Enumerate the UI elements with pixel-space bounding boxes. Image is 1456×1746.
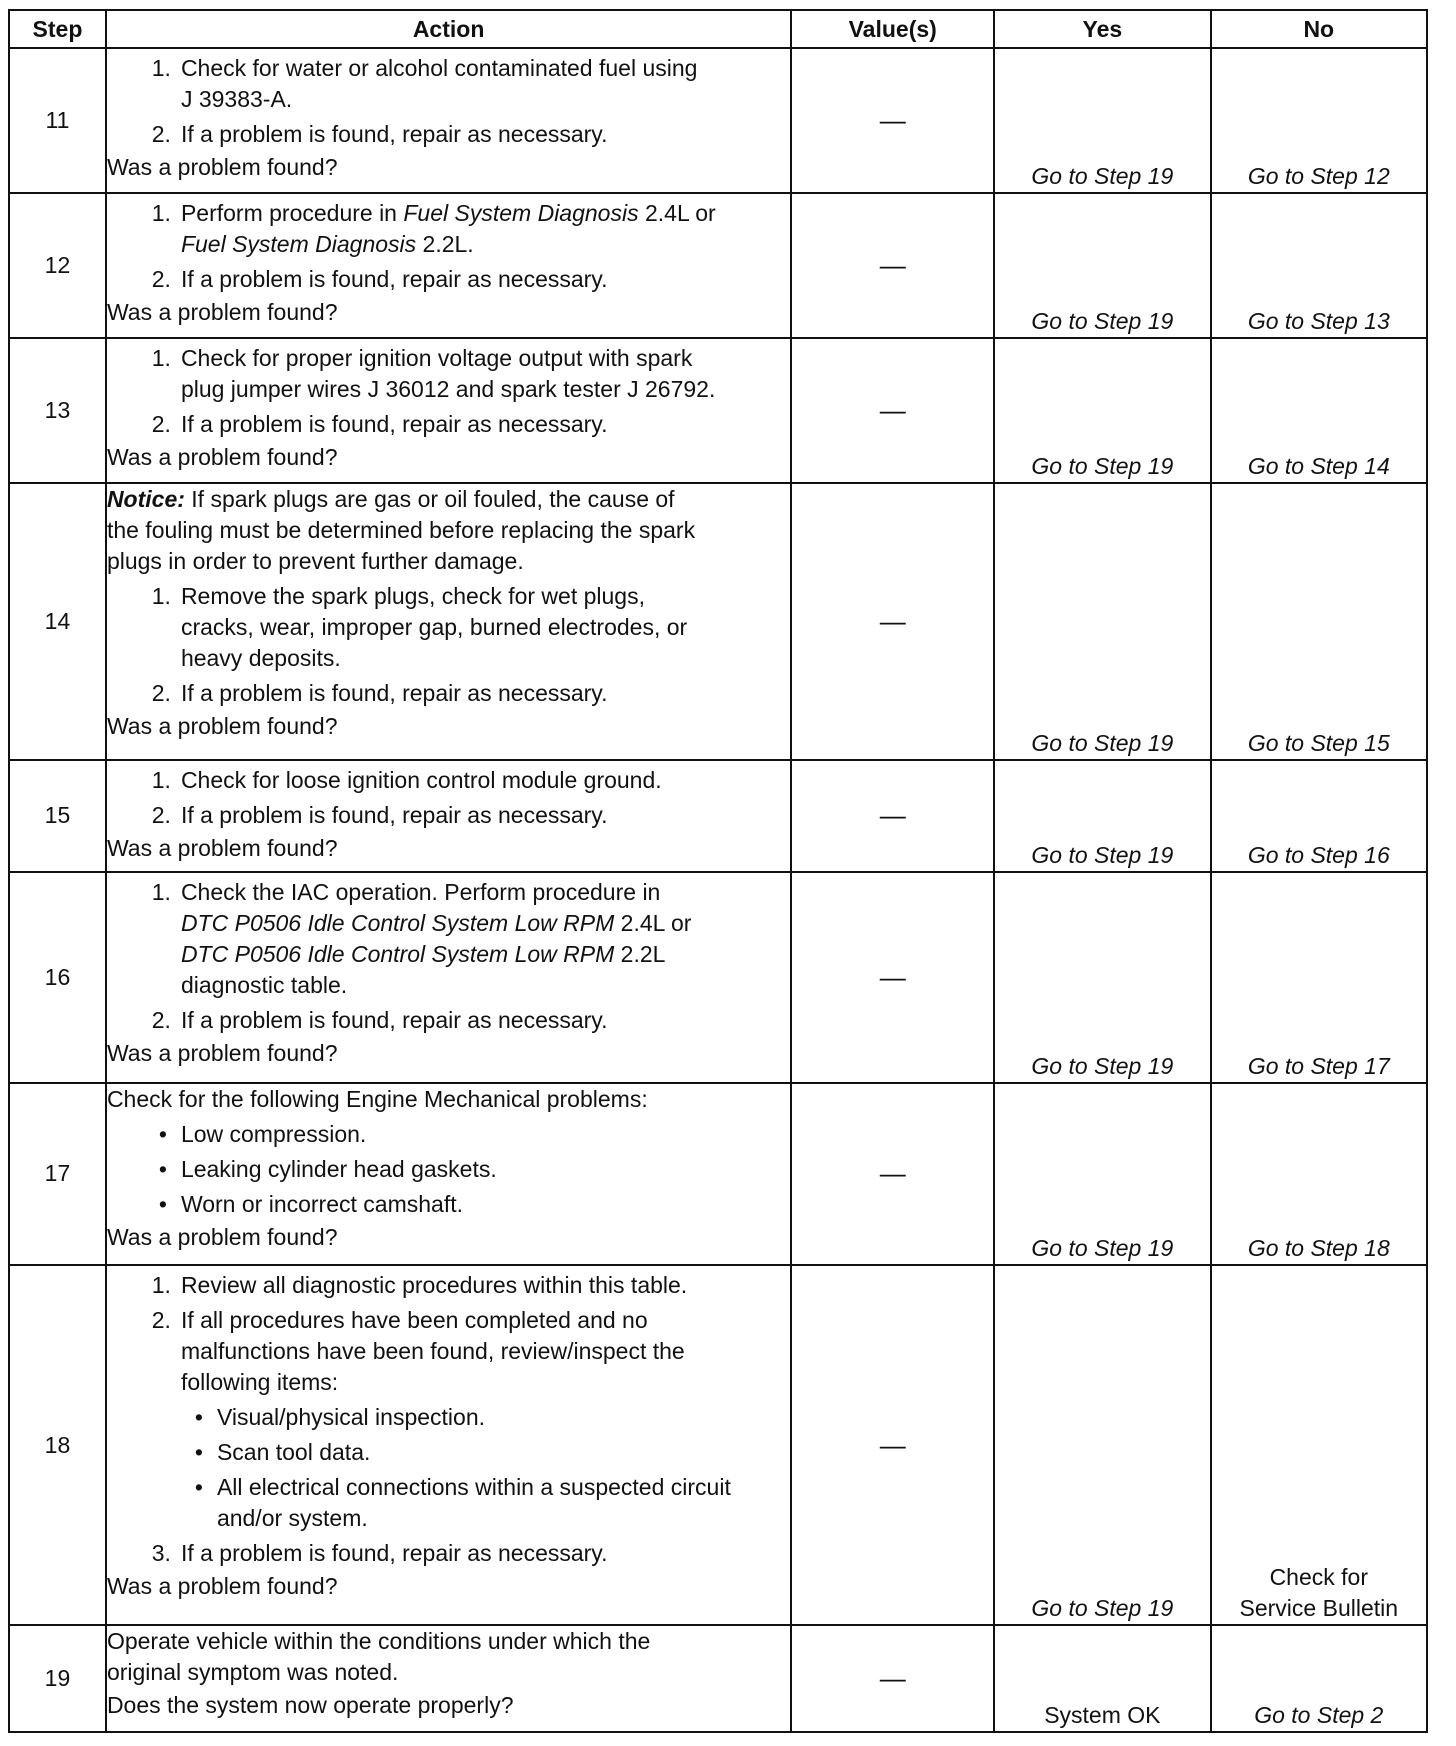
action-cell: [106, 1083, 791, 1265]
header-row: [9, 10, 1427, 48]
table-row: [9, 193, 1427, 338]
question: Was a problem found?: [106, 443, 338, 470]
list-item: • Scan tool data.: [194, 1439, 371, 1466]
no-result: Go to Step 15: [1211, 483, 1427, 760]
value-dash: —: [791, 760, 994, 872]
yes-result: Go to Step 19: [994, 872, 1210, 1083]
list-item: 1. Check for proper ignition voltage output with spark plug jumper wires J 36012 and spark tester J 26792.: [151, 344, 716, 402]
action-cell: [106, 1625, 791, 1732]
action-cell: [106, 483, 791, 760]
yes-result: Go to Step 19: [994, 193, 1210, 338]
table-row: [9, 1083, 1427, 1265]
list-item: 2. If a problem is found, repair as necessary.: [151, 801, 608, 828]
question: Was a problem found?: [106, 1223, 338, 1250]
list-item: 2. If all procedures have been completed and no malfunctions have been found, review/inspect the following items:: [151, 1307, 685, 1396]
table-row: [9, 1625, 1427, 1732]
list-item: 2. If a problem is found, repair as necessary.: [151, 410, 608, 437]
table-row: [9, 338, 1427, 483]
list-item: 1. Check the IAC operation. Perform procedure in DTC P0506 Idle Control System Low RPM 2.4L or DTC P0506 Idle Control System Low RPM 2.2L diagnostic table.: [151, 878, 692, 998]
value-dash: —: [791, 48, 994, 193]
yes-result: Go to Step 19: [994, 1083, 1210, 1265]
table-row: [9, 48, 1427, 193]
yes-result: Go to Step 19: [994, 760, 1210, 872]
notice-text: Notice: If spark plugs are gas or oil fouled, the cause of the fouling must be determined before replacing the spark plugs in order to prevent further damage.: [106, 485, 696, 574]
action-cell: [106, 760, 791, 872]
value-dash: —: [791, 1625, 994, 1732]
question: Was a problem found?: [106, 834, 338, 861]
diagnostic-table: [8, 9, 1428, 1733]
action-cell: [106, 1265, 791, 1625]
value-dash: —: [791, 872, 994, 1083]
yes-result: Go to Step 19: [994, 483, 1210, 760]
list-item: • Worn or incorrect camshaft.: [158, 1190, 463, 1217]
value-dash: —: [791, 1265, 994, 1625]
value-dash: —: [791, 193, 994, 338]
list-item: • All electrical connections within a suspected circuit and/or system.: [194, 1474, 731, 1532]
list-item: 2. If a problem is found, repair as necessary.: [151, 265, 608, 292]
question: Does the system now operate properly?: [106, 1692, 514, 1719]
no-result: Go to Step 12: [1211, 48, 1427, 193]
header-yes: Yes: [994, 10, 1210, 48]
no-result: Go to Step 14: [1211, 338, 1427, 483]
action-cell: [106, 48, 791, 193]
list-item: 1. Remove the spark plugs, check for wet plugs, cracks, wear, improper gap, burned electrodes, or heavy deposits.: [151, 582, 688, 671]
no-result: Go to Step 18: [1211, 1083, 1427, 1265]
action-cell: [106, 872, 791, 1083]
no-result: Go to Step 17: [1211, 872, 1427, 1083]
step-number: 13: [9, 338, 106, 483]
list-item: 1. Review all diagnostic procedures within this table.: [151, 1272, 688, 1299]
list-item: 2. If a problem is found, repair as necessary.: [151, 679, 608, 706]
value-dash: —: [791, 1083, 994, 1265]
question: Was a problem found?: [106, 154, 338, 180]
list-item: 1. Check for water or alcohol contaminated fuel using J 39383-A.: [151, 55, 698, 112]
yes-result: Go to Step 19: [994, 48, 1210, 193]
table-row: [9, 872, 1427, 1083]
step-number: 15: [9, 760, 106, 872]
action-cell: [106, 338, 791, 483]
list-item: • Visual/physical inspection.: [194, 1404, 485, 1431]
instruction-text: Operate vehicle within the conditions under which the original symptom was noted.: [106, 1628, 651, 1686]
list-item: 1. Perform procedure in Fuel System Diagnosis 2.4L or Fuel System Diagnosis 2.2L.: [151, 199, 716, 257]
header-action: Action: [106, 10, 791, 48]
table-row: [9, 483, 1427, 760]
yes-result: System OK: [994, 1625, 1210, 1732]
yes-result: Go to Step 19: [994, 338, 1210, 483]
list-item: • Low compression.: [158, 1120, 367, 1147]
question: Was a problem found?: [106, 1039, 338, 1066]
header-no: No: [1211, 10, 1427, 48]
header-values: Value(s): [791, 10, 994, 48]
list-item: 2. If a problem is found, repair as necessary.: [151, 1006, 608, 1033]
intro-text: Check for the following Engine Mechanical problems:: [106, 1085, 648, 1112]
header-step: Step: [9, 10, 106, 48]
list-item: 1. Check for loose ignition control module ground.: [151, 766, 662, 793]
no-result: Go to Step 13: [1211, 193, 1427, 338]
yes-result: Go to Step 19: [994, 1265, 1210, 1625]
action-cell: [106, 193, 791, 338]
question: Was a problem found?: [106, 298, 338, 325]
table-row: [9, 1265, 1427, 1625]
step-number: 19: [9, 1625, 106, 1732]
no-result: Check for Service Bulletin: [1211, 1265, 1427, 1625]
step-number: 11: [9, 48, 106, 193]
list-item: 2. If a problem is found, repair as necessary.: [151, 121, 608, 147]
value-dash: —: [791, 483, 994, 760]
no-result: Go to Step 2: [1211, 1625, 1427, 1732]
step-number: 17: [9, 1083, 106, 1265]
table-row: [9, 760, 1427, 872]
step-number: 18: [9, 1265, 106, 1625]
question: Was a problem found?: [106, 1573, 338, 1600]
list-item: 3. If a problem is found, repair as necessary.: [151, 1540, 608, 1567]
no-result: Go to Step 16: [1211, 760, 1427, 872]
list-item: • Leaking cylinder head gaskets.: [158, 1155, 497, 1182]
value-dash: —: [791, 338, 994, 483]
step-number: 14: [9, 483, 106, 760]
question: Was a problem found?: [106, 712, 338, 739]
step-number: 12: [9, 193, 106, 338]
step-number: 16: [9, 872, 106, 1083]
